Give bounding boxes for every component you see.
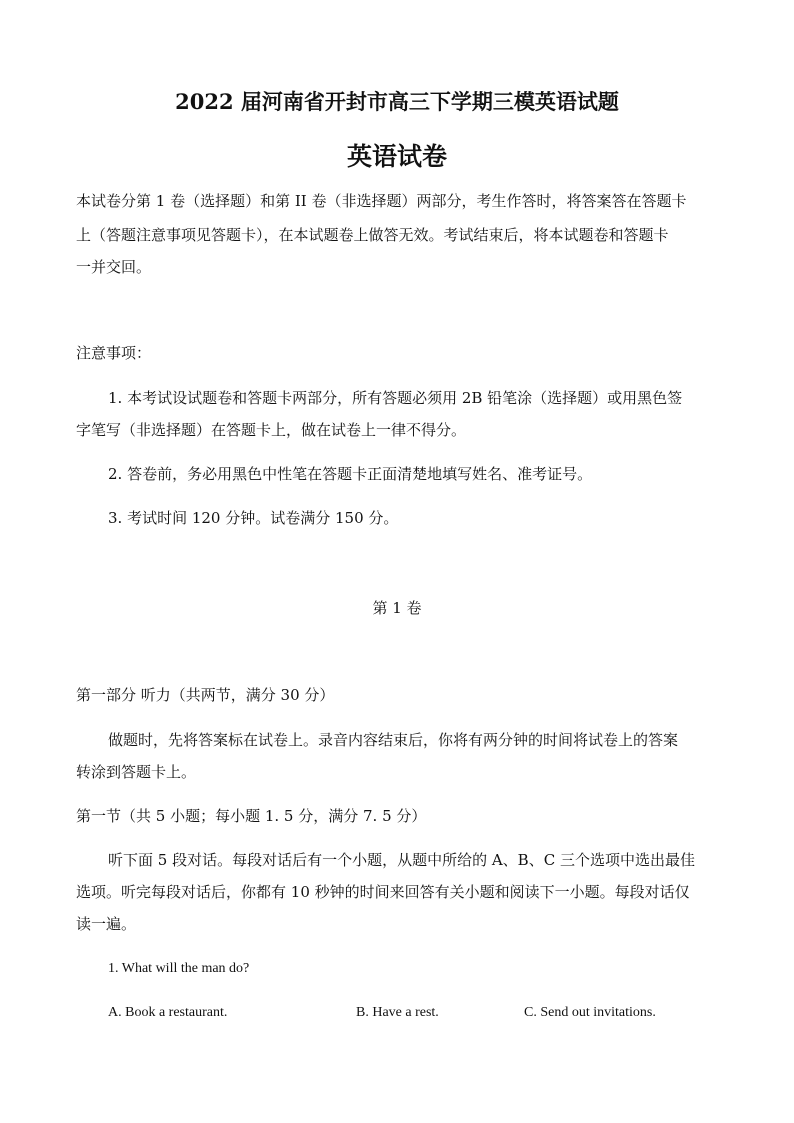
part1-instruction-line-2: 转涂到答题卡上。 <box>76 763 197 781</box>
part1-instruction-line-1: 做题时，先将答案标在试卷上。录音内容结束后，你将有两分钟的时间将试卷上的答案 <box>108 731 679 749</box>
exam-title: 2022 届河南省开封市高三下学期三模英语试题 <box>175 89 619 114</box>
section1-heading: 第一节（共 5 小题；每小题 1. 5 分，满分 7. 5 分） <box>76 807 427 825</box>
section1-instruction-line-1: 听下面 5 段对话。每段对话后有一个小题，从题中所给的 A、B、C 三个选项中选出最佳 <box>108 851 695 869</box>
intro-line-3: 一并交回。 <box>76 258 152 276</box>
exam-subtitle: 英语试卷 <box>346 142 447 171</box>
note-item-3: 3. 考试时间 120 分钟。试卷满分 150 分。 <box>108 509 399 527</box>
note-item-1-line-2: 字笔写（非选择题）在答题卡上，做在试卷上一律不得分。 <box>76 421 467 439</box>
intro-line-1: 本试卷分第 1 卷（选择题）和第 II 卷（非选择题）两部分，考生作答时，将答案答在答题卡 <box>76 192 687 210</box>
section1-instruction-line-2: 选项。听完每段对话后，你都有 10 秒钟的时间来回答有关小题和阅读下一小题。每段对话仅 <box>76 883 690 901</box>
part1-heading: 第一部分 听力（共两节，满分 30 分） <box>76 686 335 704</box>
question-1-option-b: B. Have a rest. <box>356 1005 439 1020</box>
volume-label: 第 1 卷 <box>372 599 422 617</box>
note-item-1-line-1: 1. 本考试设试题卷和答题卡两部分，所有答题必须用 2B 铅笔涂（选择题）或用黑色签 <box>108 389 683 407</box>
notes-heading: 注意事项： <box>76 344 152 362</box>
section1-instruction-line-3: 读一遍。 <box>76 915 137 933</box>
question-1-option-c: C. Send out invitations. <box>524 1005 656 1020</box>
question-1-option-a: A. Book a restaurant. <box>108 1005 228 1020</box>
question-1-stem: 1. What will the man do? <box>108 961 250 976</box>
note-item-2: 2. 答卷前，务必用黑色中性笔在答题卡正面清楚地填写姓名、准考证号。 <box>108 465 593 483</box>
intro-line-2: 上（答题注意事项见答题卡），在本试题卷上做答无效。考试结束后，将本试题卷和答题卡 <box>76 226 669 244</box>
